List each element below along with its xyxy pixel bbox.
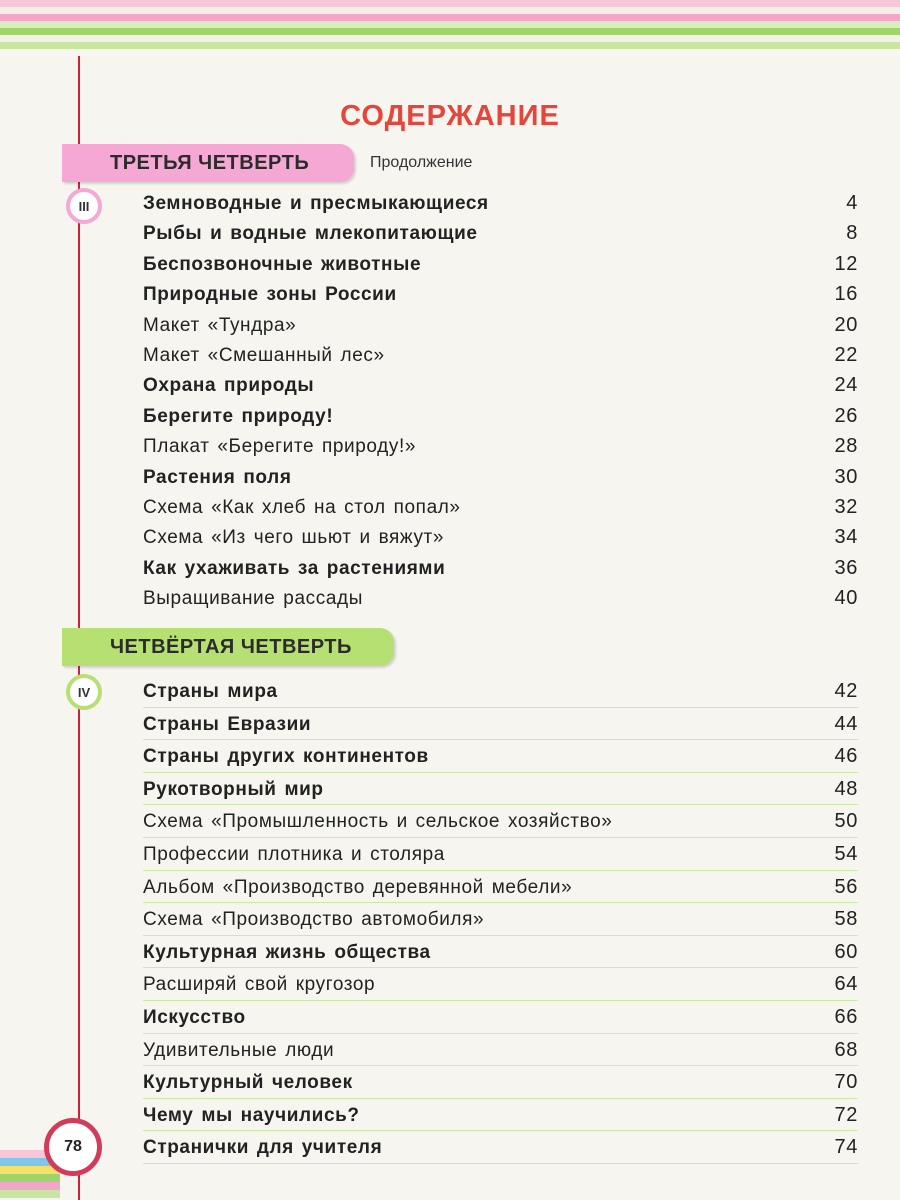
toc-entry-title: Альбом «Производство деревянной мебели» <box>143 876 573 898</box>
toc-entry-title: Страны Евразии <box>143 713 312 735</box>
top-decorative-stripes <box>0 0 900 56</box>
third-quarter-tab <box>62 144 354 182</box>
toc-entry-title: Чему мы научились? <box>143 1104 360 1126</box>
toc-entry[interactable] <box>143 492 858 522</box>
page-title: СОДЕРЖАНИЕ <box>340 100 560 132</box>
toc-entry-page: 56 <box>834 875 858 898</box>
toc-entry-title: Как ухаживать за растениями <box>143 557 446 579</box>
toc-entry-page: 8 <box>846 222 858 245</box>
toc-entry-page: 32 <box>834 495 858 518</box>
toc-entry-title: Страны других континентов <box>143 746 429 768</box>
toc-entry-page: 68 <box>834 1038 858 1061</box>
continuation-note: Продолжение <box>370 154 473 171</box>
toc-entry-title: Профессии плотника и столяра <box>143 843 445 865</box>
toc-entry-page: 34 <box>834 526 858 549</box>
toc-entry[interactable] <box>143 1131 858 1164</box>
toc-entry-title: Земноводные и пресмыкающиеся <box>143 193 489 214</box>
toc-entry-page: 58 <box>834 908 858 931</box>
toc-entry-page: 40 <box>834 587 858 610</box>
toc-entry[interactable] <box>143 370 858 400</box>
toc-entry-title: Беспозвоночные животные <box>143 253 422 275</box>
toc-entry[interactable] <box>143 553 858 583</box>
toc-entry-page: 66 <box>834 1005 858 1028</box>
toc-entry-page: 30 <box>834 465 858 488</box>
toc-entry[interactable] <box>143 462 858 492</box>
toc-entry-page: 60 <box>834 940 858 963</box>
toc-entry-title: Схема «Производство автомобиля» <box>143 909 485 931</box>
toc-entry-title: Плакат «Берегите природу!» <box>143 436 417 458</box>
toc-entry-title: Растения поля <box>143 466 292 488</box>
toc-entry[interactable] <box>143 1099 858 1132</box>
toc-entry[interactable] <box>143 871 858 904</box>
toc-entry[interactable] <box>143 675 858 708</box>
toc-entry-title: Искусство <box>143 1006 246 1028</box>
fourth-quarter-tab <box>62 628 394 666</box>
toc-entry-page: 54 <box>834 842 858 865</box>
toc-entry[interactable] <box>143 936 858 969</box>
toc-entry[interactable] <box>143 218 858 248</box>
toc-entry-title: Макет «Смешанный лес» <box>143 344 385 366</box>
toc-entry[interactable] <box>143 1001 858 1034</box>
toc-entry[interactable] <box>143 968 858 1001</box>
toc-entry[interactable] <box>143 740 858 773</box>
toc-entry-page: 46 <box>834 745 858 768</box>
toc-entry-title: Странички для учителя <box>143 1137 383 1159</box>
fourth-quarter-numeral: IV <box>66 674 102 710</box>
toc-entry-title: Схема «Промышленность и сельское хозяйство» <box>143 811 613 833</box>
fourth-quarter-label: ЧЕТВЁРТАЯ ЧЕТВЕРТЬ <box>110 635 352 658</box>
toc-entry[interactable] <box>143 431 858 461</box>
third-quarter-contents <box>143 188 858 613</box>
toc-entry-page: 16 <box>834 283 858 306</box>
toc-entry-page: 12 <box>834 252 858 275</box>
toc-entry-page: 74 <box>834 1136 858 1159</box>
toc-entry[interactable] <box>143 310 858 340</box>
toc-entry-title: Культурная жизнь общества <box>143 941 431 963</box>
toc-entry-title: Рыбы и водные млекопитающие <box>143 223 478 245</box>
toc-entry-page: 48 <box>834 777 858 800</box>
toc-entry-title: Рукотворный мир <box>143 778 324 800</box>
toc-entry[interactable] <box>143 1066 858 1099</box>
toc-entry[interactable] <box>143 340 858 370</box>
toc-entry[interactable] <box>143 188 858 218</box>
toc-entry-title: Удивительные люди <box>143 1039 335 1061</box>
toc-entry-page: 42 <box>834 680 858 702</box>
toc-entry[interactable] <box>143 708 858 741</box>
toc-entry-page: 64 <box>834 973 858 996</box>
toc-entry-page: 26 <box>834 404 858 427</box>
toc-entry[interactable] <box>143 1034 858 1067</box>
toc-entry-title: Макет «Тундра» <box>143 314 297 336</box>
toc-entry-page: 28 <box>834 435 858 458</box>
toc-entry-title: Схема «Как хлеб на стол попал» <box>143 496 461 518</box>
third-quarter-numeral: III <box>66 188 102 224</box>
toc-entry-page: 22 <box>834 343 858 366</box>
toc-entry[interactable] <box>143 583 858 613</box>
toc-entry-page: 44 <box>834 712 858 735</box>
toc-entry-title: Культурный человек <box>143 1072 353 1094</box>
toc-entry-title: Страны мира <box>143 681 278 702</box>
toc-entry-page: 36 <box>834 556 858 579</box>
toc-entry[interactable] <box>143 805 858 838</box>
page-number-badge: 78 <box>44 1118 102 1176</box>
toc-entry-title: Схема «Из чего шьют и вяжут» <box>143 527 445 549</box>
toc-entry-page: 20 <box>834 313 858 336</box>
toc-entry-page: 24 <box>834 374 858 397</box>
toc-entry-title: Природные зоны России <box>143 284 397 306</box>
toc-entry-page: 4 <box>846 192 858 214</box>
toc-entry-title: Охрана природы <box>143 375 315 397</box>
toc-entry[interactable] <box>143 522 858 552</box>
toc-entry-page: 50 <box>834 810 858 833</box>
toc-entry-title: Расширяй свой кругозор <box>143 974 376 996</box>
toc-entry-page: 70 <box>834 1071 858 1094</box>
toc-entry[interactable] <box>143 838 858 871</box>
toc-entry-page: 72 <box>834 1103 858 1126</box>
toc-entry[interactable] <box>143 773 858 806</box>
fourth-quarter-contents <box>143 675 858 1164</box>
toc-entry[interactable] <box>143 249 858 279</box>
toc-entry-title: Выращивание рассады <box>143 588 363 610</box>
third-quarter-label: ТРЕТЬЯ ЧЕТВЕРТЬ <box>110 151 310 174</box>
toc-entry[interactable] <box>143 903 858 936</box>
toc-entry[interactable] <box>143 401 858 431</box>
toc-entry[interactable] <box>143 279 858 309</box>
toc-entry-title: Берегите природу! <box>143 405 334 427</box>
